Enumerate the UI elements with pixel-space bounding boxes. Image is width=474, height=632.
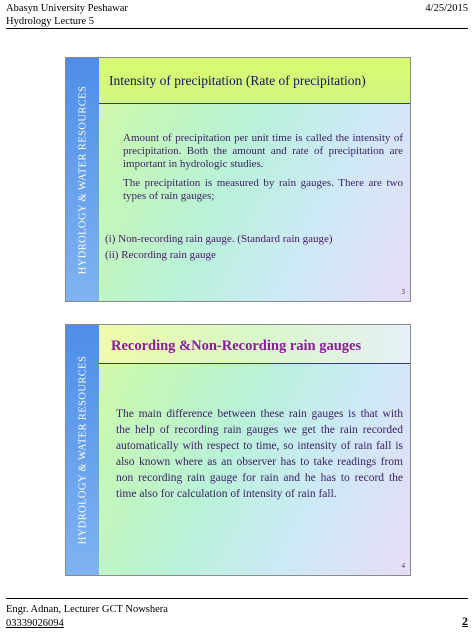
author-line: Engr. Adnan, Lecturer GCT Nowshera [6, 604, 168, 615]
slide-4 [65, 324, 411, 576]
slide-number: 3 [401, 288, 405, 296]
slide-body: The main difference between these rain gauges is that with the help of recording rain gauges we get the rain recorded automatically with respect to time, so intensity of rain fall is also known where as an observer has to take readings from non recording rain gauge for rain and he has to record the time also for calculation of intensity of rain fall. [116, 408, 403, 500]
slide-title: Recording &Non-Recording rain gauges [111, 338, 362, 354]
slide-body [123, 132, 403, 209]
list-item: (ii) Recording rain gauge [105, 249, 216, 261]
page-number: 2 [462, 614, 468, 628]
slide-sidebar [66, 325, 99, 575]
page-footer-left [6, 603, 168, 631]
sidebar-label: HYDROLOGY & WATER RESOURCES [77, 85, 88, 274]
sidebar-label: HYDROLOGY & WATER RESOURCES [77, 355, 88, 545]
paragraph: Amount of precipitation per unit time is called the intensity of precipitation. Both the amount and rate of precipitation are important in hydrologic studies. [123, 132, 403, 170]
footer-divider [6, 598, 468, 599]
header-date: 4/25/2015 [425, 3, 468, 14]
paragraph: The precipitation is measured by rain gauges. There are two types of rain gauges; [123, 177, 403, 202]
phone-number: 03339026094 [6, 618, 64, 629]
slide-title: Intensity of precipitation (Rate of precipitation) [109, 73, 366, 88]
course-name: Hydrology Lecture 5 [6, 16, 95, 27]
gauge-types-list [105, 231, 404, 263]
title-underline [99, 363, 410, 364]
title-underline [99, 103, 410, 104]
page-header-left [6, 2, 128, 28]
institution-name: Abasyn University Peshawar [6, 3, 128, 14]
slide-3 [65, 57, 411, 302]
list-item: (i) Non-recording rain gauge. (Standard rain gauge) [105, 233, 333, 245]
header-divider [6, 28, 468, 29]
slide-number: 4 [401, 562, 405, 570]
slide-sidebar [66, 58, 99, 301]
